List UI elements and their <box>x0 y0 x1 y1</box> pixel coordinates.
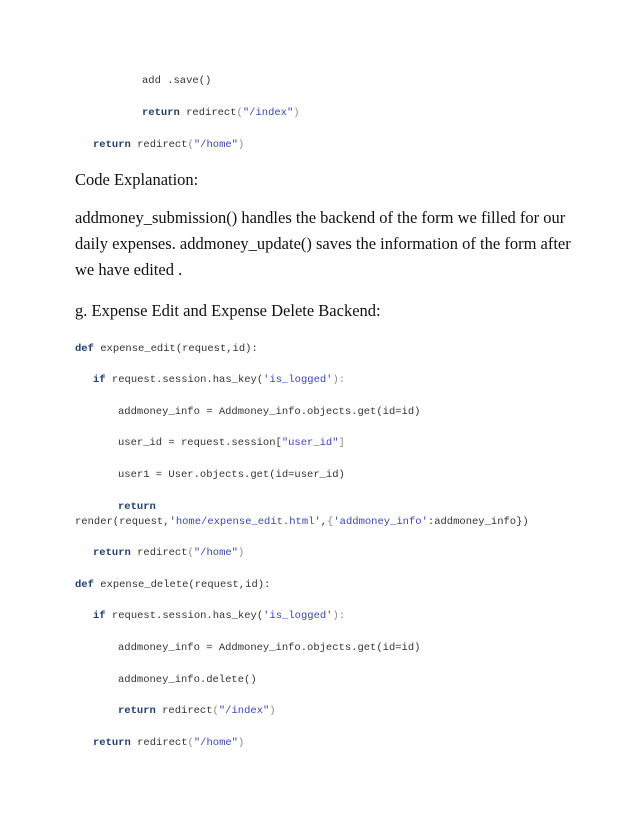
code-line-if-session-edit: if request.session.has_key('is_logged'): <box>93 374 346 386</box>
return-keyword: return <box>118 501 156 513</box>
code-line-return-home-delete: return redirect("/home") <box>93 737 245 749</box>
code-text: addmoney_info = Addmoney_info.objects.get(id=id) <box>118 406 421 418</box>
if-keyword: if <box>93 374 106 386</box>
code-line-def-expense-delete <box>75 578 270 592</box>
def-keyword: def <box>75 343 94 355</box>
code-text: add .save() <box>142 75 212 87</box>
explanation-paragraph-line-2: daily expenses. addmoney_update() saves the information of the form after <box>75 234 571 253</box>
explanation-paragraph-line-1: addmoney_submission() handles the backend of the form we filled for our <box>75 208 566 227</box>
code-text: user1 = User.objects.get(id=user_id) <box>118 469 345 481</box>
if-keyword: if <box>93 610 106 622</box>
template-path-string: 'home/expense_edit.html' <box>169 516 321 528</box>
index-string: "/index" <box>242 107 294 119</box>
section-g-heading: g. Expense Edit and Expense Delete Backend: <box>75 301 381 320</box>
dict-key-string: 'addmoney_info' <box>333 516 428 528</box>
code-text: addmoney_info = Addmoney_info.objects.get(id=id) <box>118 642 421 654</box>
function-signature: expense_edit(request,id): <box>100 343 258 355</box>
return-keyword: return <box>118 705 156 717</box>
home-string: "/home" <box>193 547 238 559</box>
code-text: :addmoney_info}) <box>427 516 529 528</box>
code-line-return-index: return redirect("/index") <box>142 107 300 119</box>
session-check: request.session.has_key( <box>111 374 264 386</box>
return-keyword: return <box>93 737 131 749</box>
code-line-render: render(request,'home/expense_edit.html',{'addmoney_info':addmoney_info}) <box>75 516 529 528</box>
code-line-return-home: return redirect("/home") <box>93 139 245 151</box>
explanation-paragraph-line-3: we have edited . <box>75 260 183 279</box>
explanation-heading: Code Explanation: <box>75 170 199 189</box>
session-check: request.session.has_key( <box>111 610 264 622</box>
code-line-get-addmoney-edit <box>118 405 420 419</box>
code-line-delete <box>118 673 257 687</box>
code-line-return-render <box>118 500 156 514</box>
redirect-call: redirect <box>137 737 188 749</box>
code-line-return-index-delete: return redirect("/index") <box>118 705 276 717</box>
code-line-return-home-edit: return redirect("/home") <box>93 547 245 559</box>
code-text: user_id = request.session[ <box>118 437 282 449</box>
is-logged-string: 'is_logged' <box>263 374 333 386</box>
redirect-call: redirect <box>137 547 188 559</box>
function-signature: expense_delete(request,id): <box>100 579 271 591</box>
is-logged-string: 'is_logged' <box>263 610 333 622</box>
code-line-user1 <box>118 468 345 482</box>
return-keyword: return <box>93 139 131 151</box>
code-line-user-id: user_id = request.session["user_id"] <box>118 437 345 449</box>
home-string: "/home" <box>193 139 238 151</box>
return-keyword: return <box>142 107 180 119</box>
code-line-def-expense-edit <box>75 342 258 356</box>
home-string: "/home" <box>193 737 238 749</box>
user-id-string: "user_id" <box>281 437 339 449</box>
redirect-call: redirect <box>186 107 237 119</box>
redirect-call: redirect <box>137 139 188 151</box>
code-text: addmoney_info.delete() <box>118 674 257 686</box>
def-keyword: def <box>75 579 94 591</box>
code-line-if-session-delete: if request.session.has_key('is_logged'): <box>93 610 346 622</box>
return-keyword: return <box>93 547 131 559</box>
code-text: render(request, <box>75 516 170 528</box>
index-string: "/index" <box>218 705 270 717</box>
code-line-get-addmoney-delete <box>118 641 420 655</box>
code-line-add-save <box>142 74 211 88</box>
redirect-call: redirect <box>162 705 213 717</box>
